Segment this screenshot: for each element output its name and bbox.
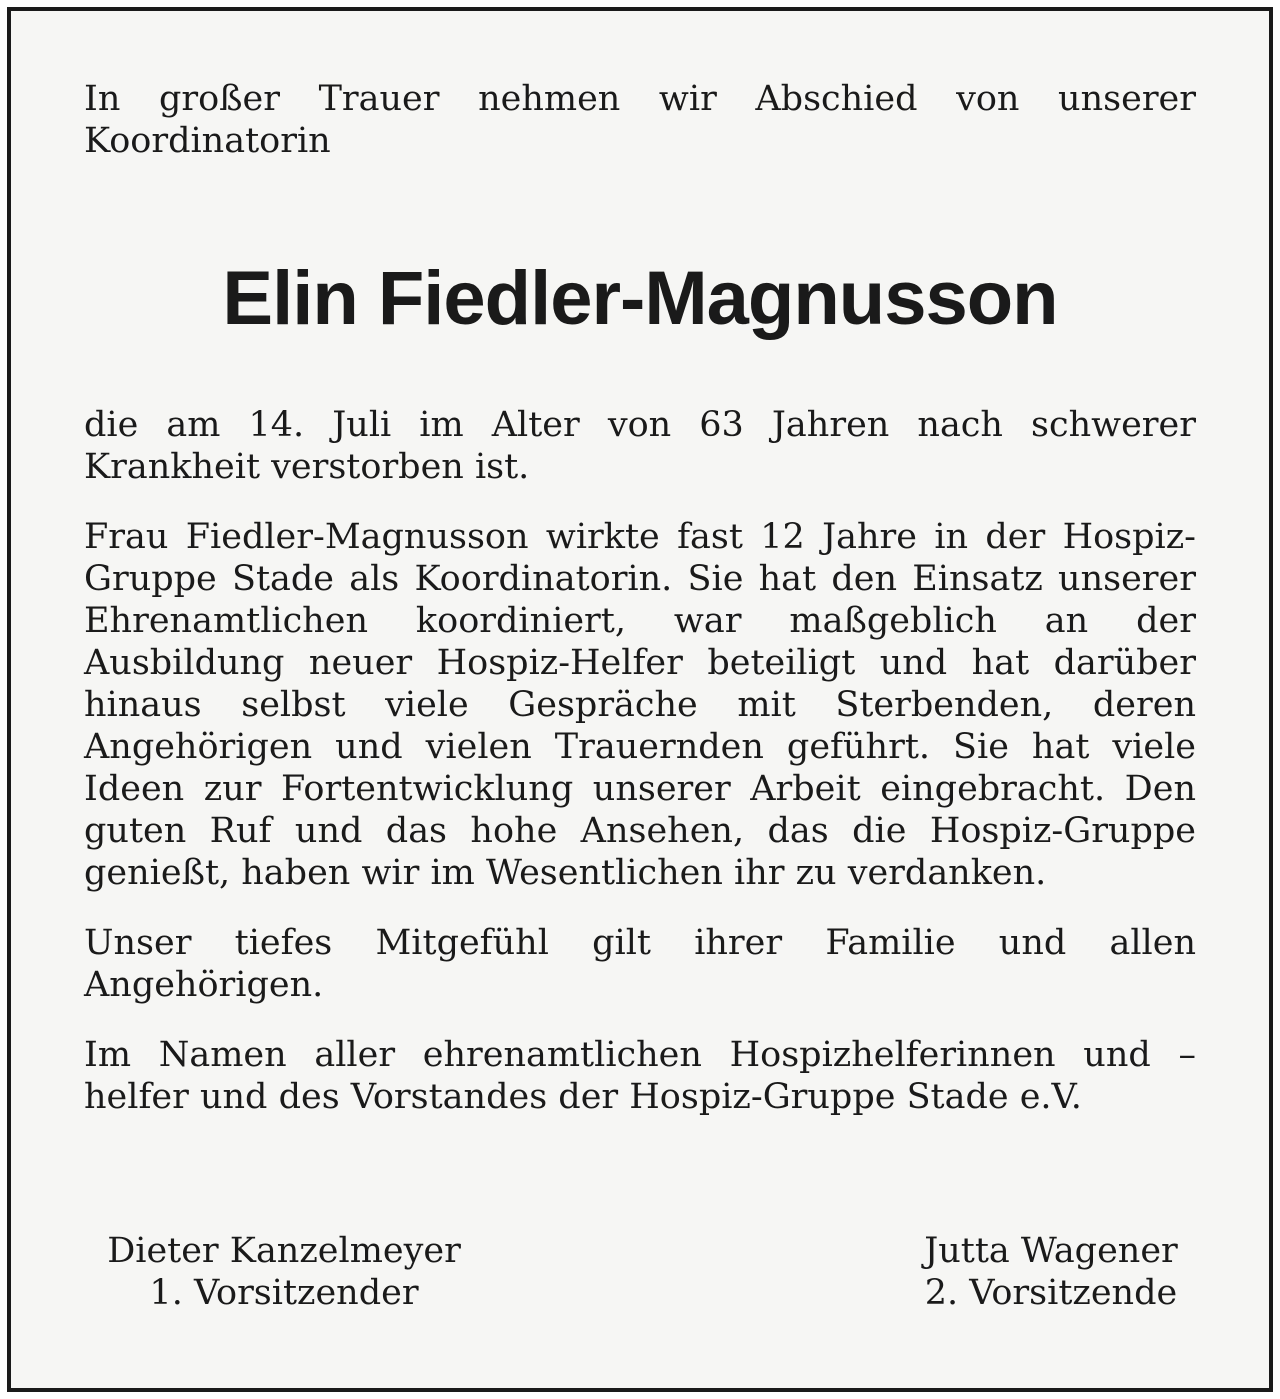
signature-left bbox=[84, 1230, 484, 1314]
paragraph-tribute: Frau Fiedler-Magnusson wirkte fast 12 Jahre in der Hospiz-Gruppe Stade als Koordinatorin. Sie hat den Einsatz unserer Ehrenamtlichen koordiniert, war maßgeblich an der Ausbildung neuer Hospiz-Helfer beteiligt und hat darüber hinaus selbst viele Gespräche mit Sterbenden, deren Angehörigen und vielen Trauernden geführt. Sie hat viele Ideen zur Fortentwicklung unserer Arbeit eingebracht. Den guten Ruf und das hohe Ansehen, das die Hospiz-Gruppe genießt, haben wir im Wesentlichen ihr zu verdanken. bbox=[84, 517, 1196, 893]
intro-text: In großer Trauer nehmen wir Abschied von unserer Koordinatorin bbox=[84, 79, 1196, 161]
signature-left-role: 1. Vorsitzender bbox=[149, 1273, 419, 1313]
deceased-name: Elin Fiedler-Magnusson bbox=[222, 256, 1058, 341]
signature-right-name: Jutta Wagener bbox=[924, 1231, 1178, 1271]
paragraph-death: die am 14. Juli im Alter von 63 Jahren nach schwerer Krankheit verstorben ist. bbox=[84, 405, 1196, 487]
obituary-content bbox=[84, 78, 1196, 1118]
paragraph-condolence: Unser tiefes Mitgefühl gilt ihrer Familie und allen Angehörigen. bbox=[84, 923, 1196, 1005]
signature-left-name: Dieter Kanzelmeyer bbox=[107, 1231, 461, 1271]
paragraph-on-behalf: Im Namen aller ehrenamtlichen Hospizhelferinnen und –helfer und des Vorstandes der Hospiz-Gruppe Stade e.V. bbox=[84, 1035, 1196, 1117]
signature-right bbox=[906, 1230, 1196, 1314]
signature-right-role: 2. Vorsitzende bbox=[924, 1273, 1178, 1313]
